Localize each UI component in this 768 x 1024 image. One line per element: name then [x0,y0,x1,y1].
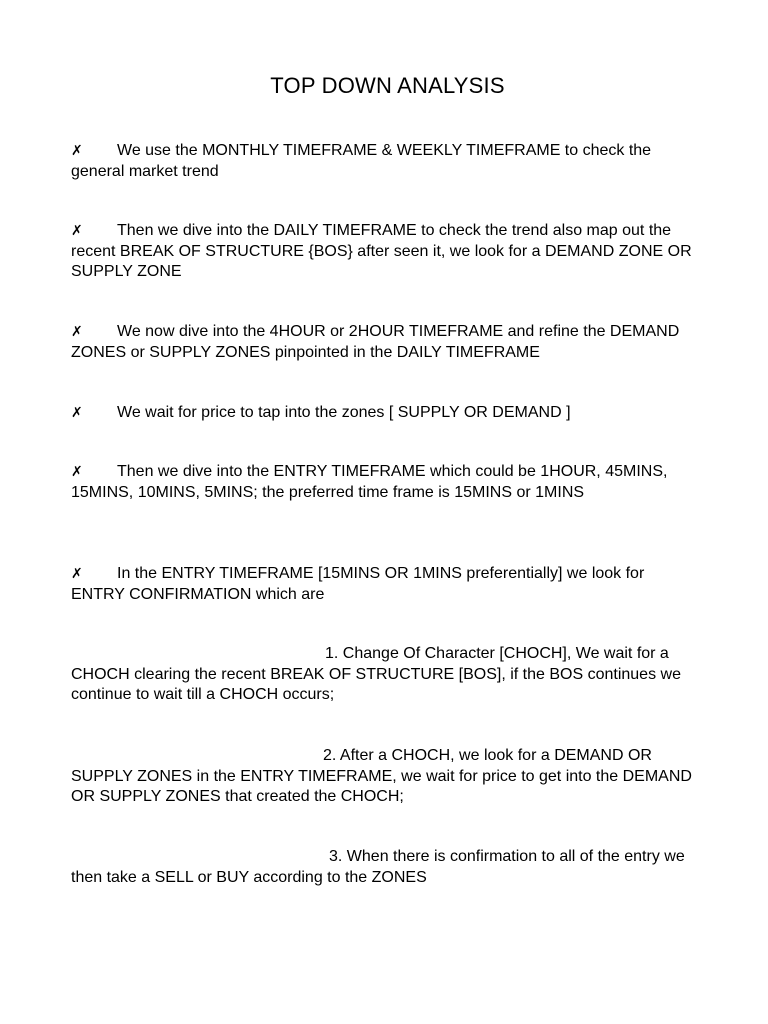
cross-bullet-icon: ✗ [71,464,83,480]
bullet-text: We now dive into the 4HOUR or 2HOUR TIMEFRAME and refine the DEMAND ZONES or SUPPLY ZONES pinpointed in the DAILY TIMEFRAME [71,323,680,361]
bullet-paragraph [71,564,701,605]
cross-bullet-icon: ✗ [71,223,83,239]
numbered-text: 1. Change Of Character [CHOCH], We wait for a CHOCH clearing the recent BREAK OF STRUCTURE [BOS], if the BOS continues we continue to wait till a CHOCH occurs; [71,645,681,703]
bullet-paragraph [71,462,701,503]
numbered-text: 3. When there is confirmation to all of the entry we then take a SELL or BUY according to the ZONES [71,848,685,886]
numbered-text: 2. After a CHOCH, we look for a DEMAND OR SUPPLY ZONES in the ENTRY TIMEFRAME, we wait for price to get into the DEMAND OR SUPPLY ZONES that created the CHOCH; [71,747,692,805]
numbered-paragraph [71,644,701,706]
bullet-text: Then we dive into the DAILY TIMEFRAME to check the trend also map out the recent BREAK OF STRUCTURE {BOS} after seen it, we look for a DEMAND ZONE OR SUPPLY ZONE [71,222,692,280]
bullet-text: We use the MONTHLY TIMEFRAME & WEEKLY TIMEFRAME to check the general market trend [71,142,652,180]
bullet-paragraph [71,221,701,283]
page-title: TOP DOWN ANALYSIS [270,73,505,98]
bullet-paragraph [71,322,701,363]
bullet-text: In the ENTRY TIMEFRAME [15MINS OR 1MINS preferentially] we look for ENTRY CONFIRMATION which are [71,565,645,603]
cross-bullet-icon: ✗ [71,324,83,340]
bullet-text: We wait for price to tap into the zones [ SUPPLY OR DEMAND ] [117,404,571,421]
cross-bullet-icon: ✗ [71,143,83,159]
cross-bullet-icon: ✗ [71,405,83,421]
bullet-paragraph [71,403,701,424]
bullet-paragraph [71,141,701,182]
cross-bullet-icon: ✗ [71,566,83,582]
numbered-paragraph [71,746,701,808]
bullet-text: Then we dive into the ENTRY TIMEFRAME which could be 1HOUR, 45MINS, 15MINS, 10MINS, 5MINS; the preferred time frame is 15MINS or 1MINS [71,463,668,501]
numbered-paragraph [71,847,701,888]
